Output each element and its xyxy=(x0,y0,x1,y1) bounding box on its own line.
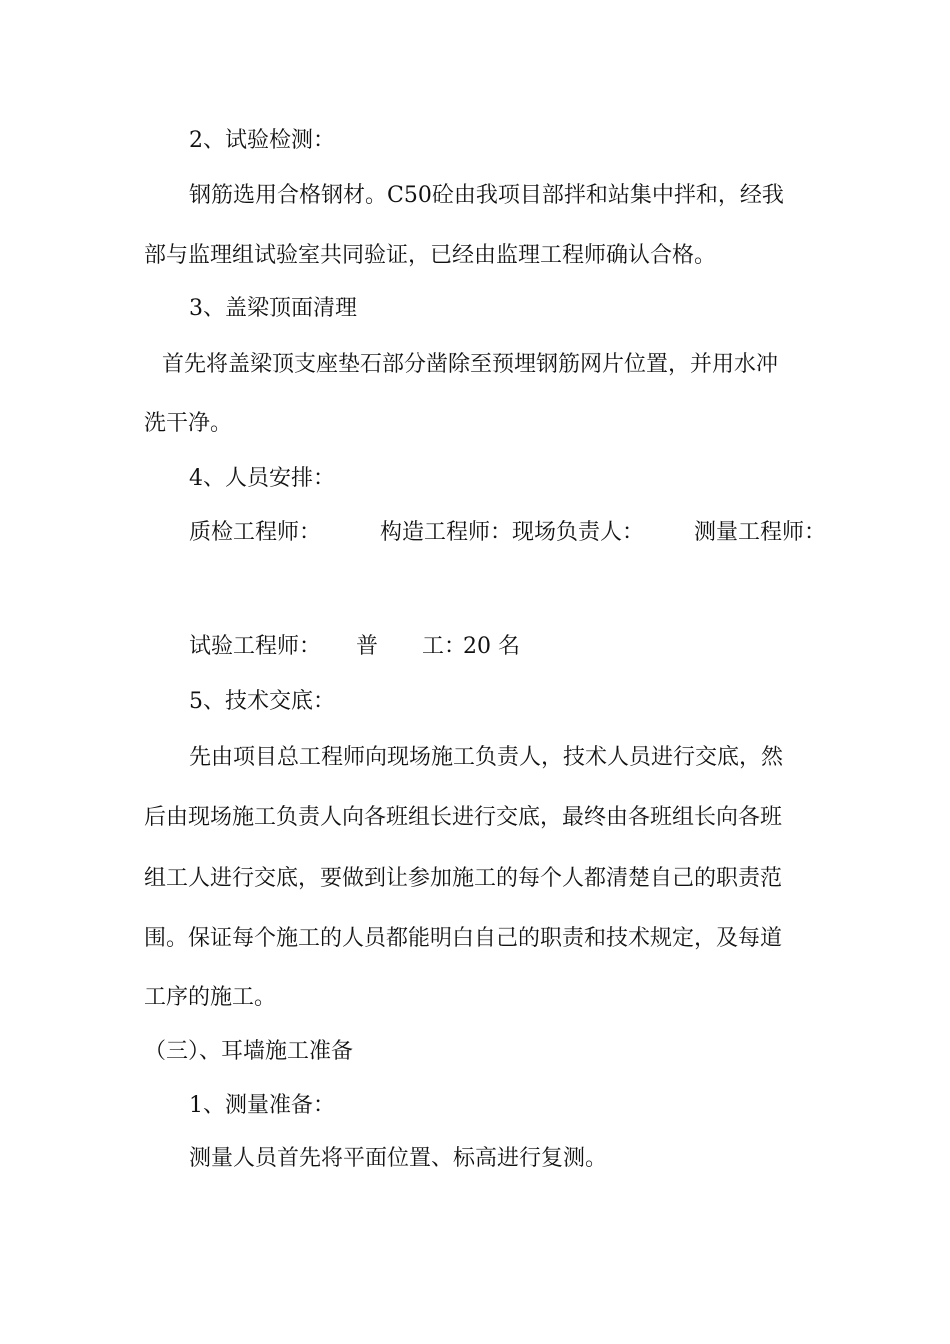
quality-engineer-label: 质检工程师： xyxy=(189,520,322,545)
structure-engineer-and-site-lead-label: 构造工程师：现场负责人： xyxy=(380,520,645,545)
section-3-paragraph-line-2: 洗干净。 xyxy=(144,411,233,436)
section-5-paragraph-line-2: 后由现场施工负责人向各班组长进行交底，最终由各班组长向各班 xyxy=(144,805,783,830)
general-worker-label: 普 工： xyxy=(356,634,467,659)
section-5-paragraph-line-1: 先由项目总工程师向现场施工负责人，技术人员进行交底，然 xyxy=(189,745,784,770)
general-worker-count: 20 名 xyxy=(463,634,520,659)
section-5-paragraph-line-3: 组工人进行交底，要做到让参加施工的每个人都清楚自己的职责范 xyxy=(144,866,783,891)
section-4-heading: 4、人员安排： xyxy=(189,466,335,491)
section-5-heading: 5、技术交底： xyxy=(189,689,335,714)
survey-engineer-label: 测量工程师： xyxy=(694,520,827,545)
test-engineer-label: 试验工程师： xyxy=(189,634,322,659)
part-3-subsection-1-paragraph: 测量人员首先将平面位置、标高进行复测。 xyxy=(189,1146,608,1171)
section-3-paragraph-line-1: 首先将盖梁顶支座垫石部分凿除至预埋钢筋网片位置，并用水冲 xyxy=(162,352,779,377)
section-2-paragraph-line-1: 钢筋选用合格钢材。C50砼由我项目部拌和站集中拌和，经我 xyxy=(189,183,784,208)
section-5-paragraph-line-4: 围。保证每个施工的人员都能明白自己的职责和技术规定，及每道 xyxy=(144,926,783,951)
section-2-heading: 2、试验检测： xyxy=(189,128,335,153)
section-3-heading: 3、盖梁顶面清理 xyxy=(189,296,357,321)
part-3-heading: （三）、耳墙施工准备 xyxy=(144,1039,354,1064)
part-3-subsection-1-heading: 1、测量准备： xyxy=(189,1093,335,1118)
section-5-paragraph-line-5: 工序的施工。 xyxy=(144,985,277,1010)
section-2-paragraph-line-2: 部与监理组试验室共同验证，已经由监理工程师确认合格。 xyxy=(144,243,717,268)
